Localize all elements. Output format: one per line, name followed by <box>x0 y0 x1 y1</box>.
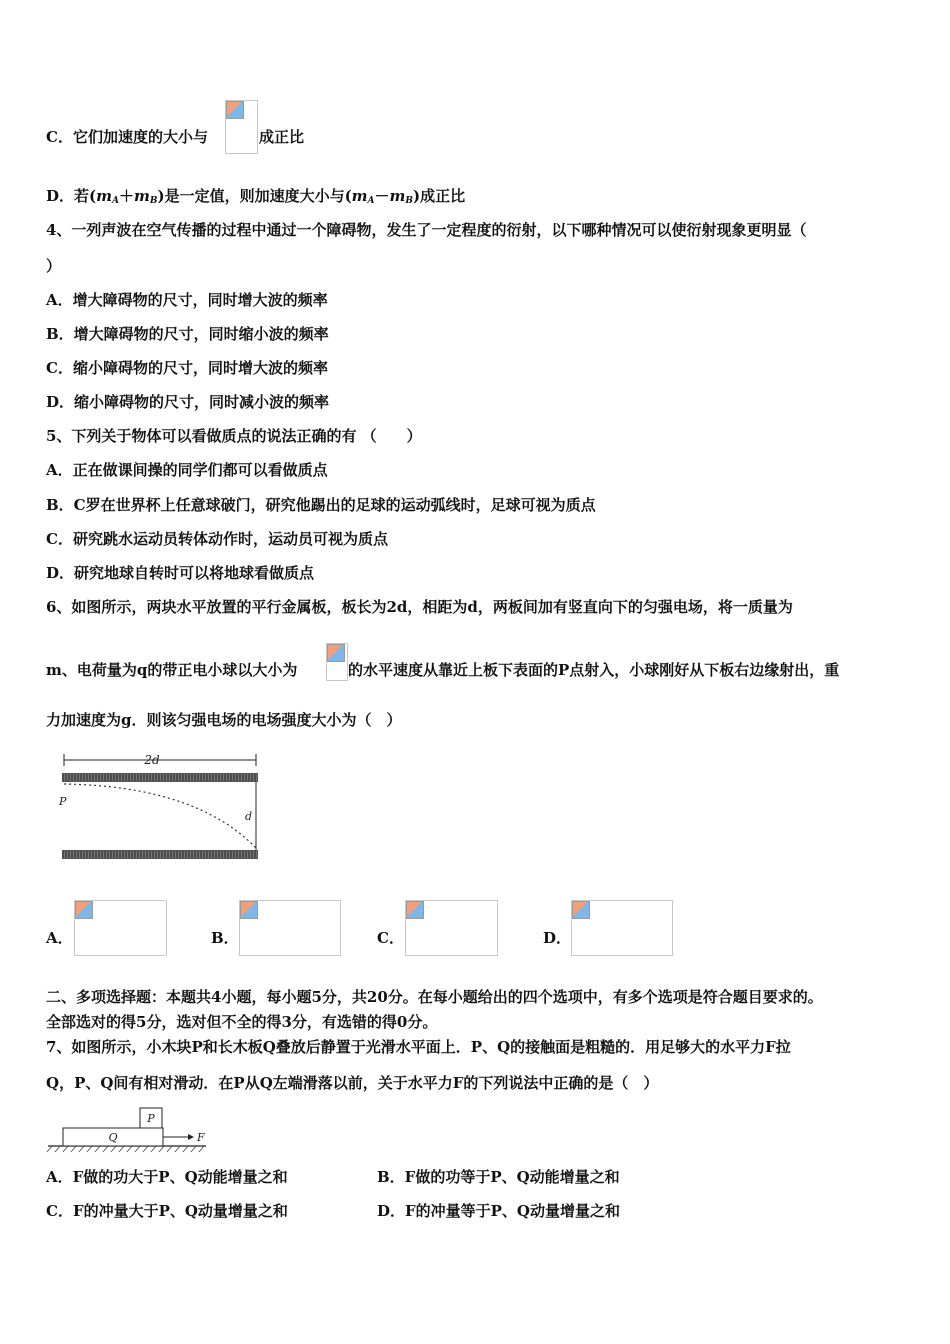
q6-option-a-image <box>74 900 167 956</box>
q5-option-d: D．研究地球自转时可以将地球看做质点 <box>46 564 315 582</box>
label-q: Q <box>108 1131 118 1144</box>
q3-option-d: D．若$(m_A+m_B)$是一定值，则加速度大小与$(m_A-m_B)$成正比 <box>46 187 466 206</box>
q7-stem-line1: 7、如图所示，小木块P和长木板Q叠放后静置于光滑水平面上．P、Q的接触面是粗糙的．用足够大的水平力F拉 <box>46 1038 791 1056</box>
section2-heading: 二、多项选择题：本题共4小题，每小题5分，共20分。在每小题给出的四个选项中，有多个选项是符合题目要求的。 <box>46 988 823 1006</box>
force-arrow-head <box>188 1134 194 1140</box>
q4-option-a: A．增大障碍物的尺寸，同时增大波的频率 <box>46 291 328 309</box>
velocity-image-placeholder <box>326 643 348 681</box>
q7-stem-line2: Q，P、Q间有相对滑动．在P从Q左端滑落以前，关于水平力F的下列说法中正确的是（ ） <box>46 1074 659 1092</box>
q6-stem-line2a: m、电荷量为q的带正电小球以大小为 <box>46 661 298 679</box>
trajectory-curve <box>64 784 256 848</box>
q6-option-a-label: A． <box>46 929 73 947</box>
image-icon <box>226 101 244 119</box>
label-d: d <box>244 810 252 823</box>
label-2d: 2d <box>144 753 160 767</box>
q5-stem: 5、下列关于物体可以看做质点的说法正确的有 （ ） <box>46 427 422 445</box>
q7-option-b: B．F做的功等于P、Q动能增量之和 <box>377 1168 620 1186</box>
q6-option-b-label: B． <box>211 929 239 947</box>
image-icon <box>406 901 424 919</box>
label-p: P <box>59 795 67 808</box>
q6-option-c-image <box>405 900 498 956</box>
ground-hatch <box>47 1146 204 1152</box>
q4-stem: 4、一列声波在空气传播的过程中通过一个障碍物，发生了一定程度的衍射，以下哪种情况可以使衍射现象更明显（ <box>46 221 807 239</box>
q6-option-d-label: D． <box>543 929 572 947</box>
parallel-plates-figure <box>56 748 266 868</box>
q7-option-d: D．F的冲量等于P、Q动量增量之和 <box>377 1202 621 1220</box>
q4-stem-end: ） <box>46 257 62 275</box>
q4-option-d: D．缩小障碍物的尺寸，同时减小波的频率 <box>46 393 330 411</box>
q4-option-c: C．缩小障碍物的尺寸，同时增大波的频率 <box>46 359 328 377</box>
q6-option-d-image <box>571 900 673 956</box>
block-board-figure <box>46 1104 216 1154</box>
q4-option-b: B．增大障碍物的尺寸，同时缩小波的频率 <box>46 325 329 343</box>
q7-option-a: A．F做的功大于P、Q动能增量之和 <box>46 1168 288 1186</box>
q5-option-b: B．C罗在世界杯上任意球破门，研究他踢出的足球的运动弧线时，足球可视为质点 <box>46 496 596 514</box>
q6-option-b-image <box>239 900 341 956</box>
q7-option-c: C．F的冲量大于P、Q动量增量之和 <box>46 1202 288 1220</box>
label-p: P <box>147 1112 155 1125</box>
q6-stem-line1: 6、如图所示，两块水平放置的平行金属板，板长为2d，相距为d，两板间加有竖直向下的匀强电场，将一质量为 <box>46 598 793 616</box>
q3-option-c-suffix: 成正比 <box>259 128 305 146</box>
q6-stem-line2b: 的水平速度从靠近上板下表面的P点射入，小球刚好从下板右边缘射出，重 <box>348 661 840 679</box>
image-icon <box>240 901 258 919</box>
image-icon <box>572 901 590 919</box>
image-icon <box>75 901 93 919</box>
q5-option-a: A．正在做课间操的同学们都可以看做质点 <box>46 461 328 479</box>
image-icon <box>327 644 345 662</box>
section2-heading-line2: 全部选对的得5分，选对但不全的得3分，有选错的得0分。 <box>46 1013 438 1031</box>
label-f: F <box>197 1131 205 1144</box>
q5-option-c: C．研究跳水运动员转体动作时，运动员可视为质点 <box>46 530 388 548</box>
formula-image-placeholder <box>225 100 258 154</box>
q6-stem-line3: 力加速度为g．则该匀强电场的电场强度大小为（ ） <box>46 711 402 729</box>
q3-option-c: C．它们加速度的大小与 <box>46 128 208 146</box>
q6-option-c-label: C． <box>377 929 404 947</box>
